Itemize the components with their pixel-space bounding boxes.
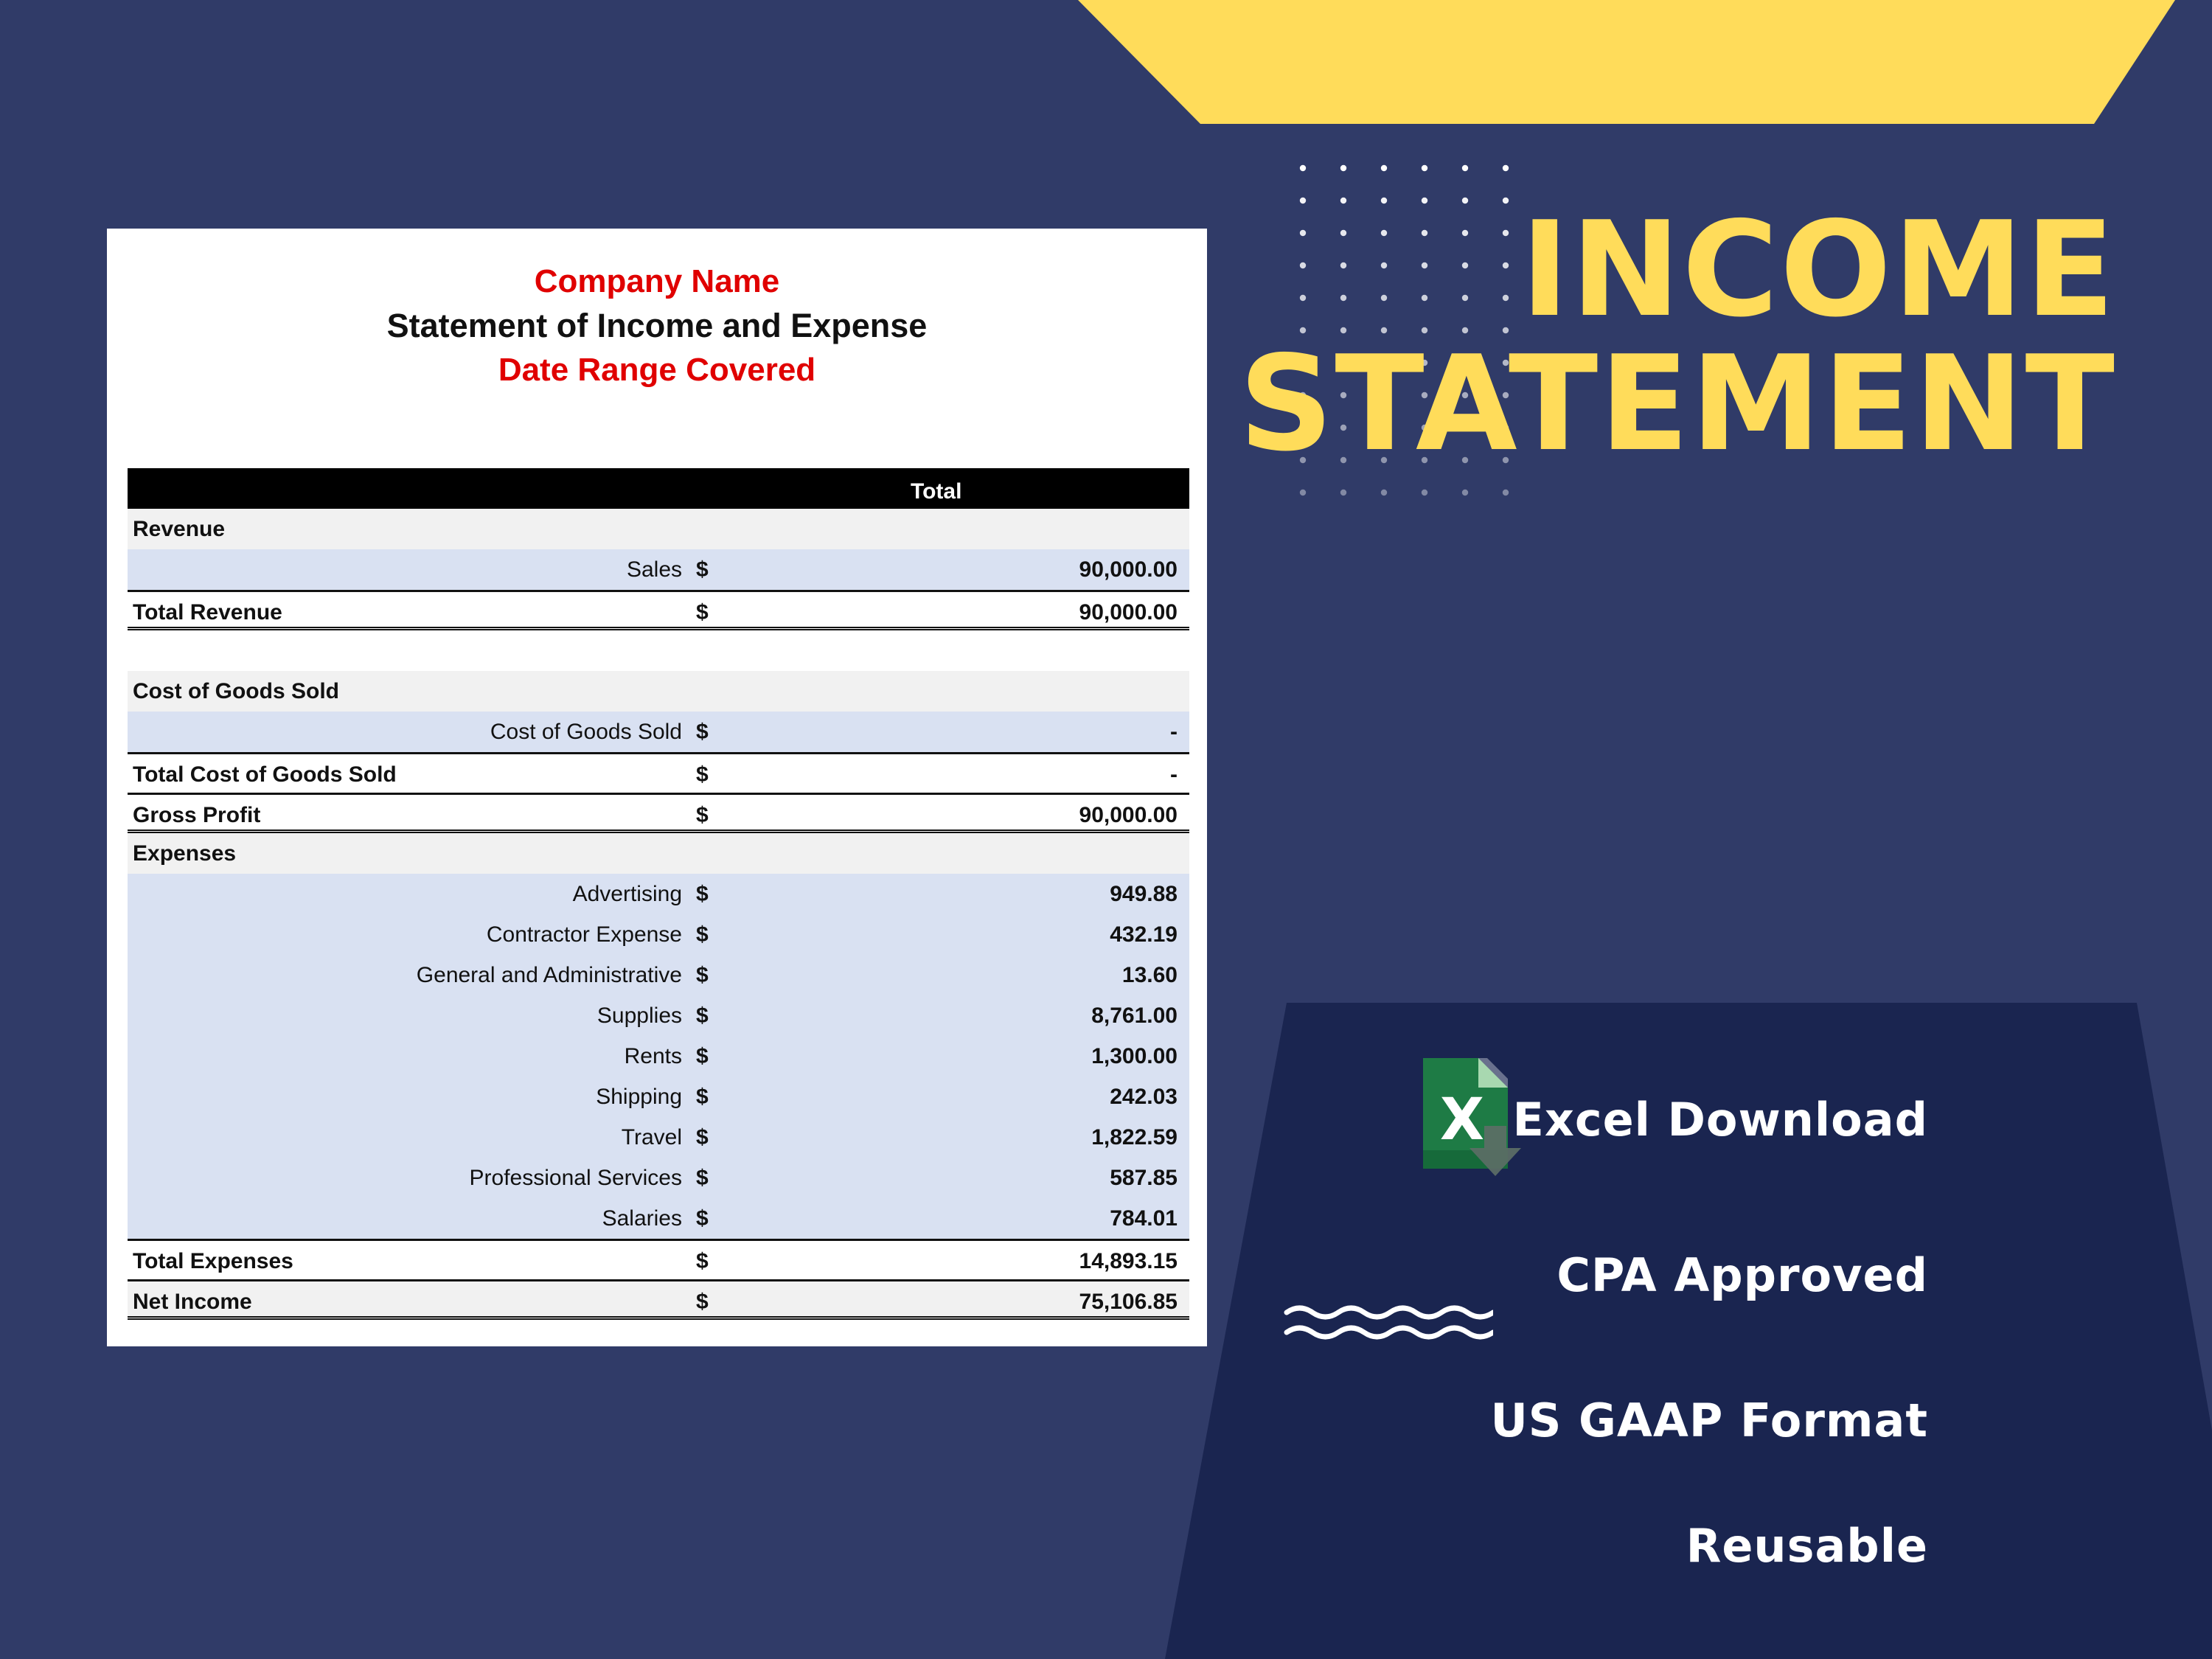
currency-symbol: $ (696, 882, 709, 906)
total-row-cogs (128, 752, 1189, 793)
table-row (128, 914, 1189, 955)
section-label: Expenses (133, 841, 237, 866)
total-row-expenses (128, 1239, 1189, 1279)
currency-symbol: $ (696, 600, 709, 625)
currency-symbol: $ (696, 1290, 709, 1314)
currency-symbol: $ (696, 1044, 709, 1068)
feature-reusable: Reusable (1686, 1519, 1928, 1573)
table-row (128, 712, 1189, 752)
svg-text:X: X (1439, 1087, 1485, 1153)
line-item-value: 784.01 (1110, 1206, 1178, 1231)
statement-table (128, 468, 1189, 1320)
column-header-total: Total (911, 479, 962, 504)
line-item-label: Contractor Expense (486, 922, 682, 947)
table-header-row (128, 468, 1189, 509)
table-row (128, 1036, 1189, 1077)
currency-symbol: $ (696, 557, 709, 582)
section-label: Revenue (133, 517, 226, 541)
feature-excel-download: Excel Download (1512, 1093, 1928, 1147)
net-income-label: Net Income (133, 1290, 252, 1314)
gross-profit-label: Gross Profit (133, 803, 261, 827)
line-item-value: 90,000.00 (1079, 557, 1178, 582)
table-row (128, 549, 1189, 590)
line-item-value: 1,300.00 (1091, 1044, 1178, 1068)
headline-line-1: INCOME (1520, 193, 2116, 346)
table-row (128, 1158, 1189, 1198)
line-item-value: 242.03 (1110, 1085, 1178, 1109)
section-label: Cost of Goods Sold (133, 679, 339, 703)
line-item-value: 1,822.59 (1091, 1125, 1178, 1150)
currency-symbol: $ (696, 803, 709, 827)
total-label: Total Expenses (133, 1249, 293, 1273)
statement-header (107, 260, 1207, 392)
total-label: Total Revenue (133, 600, 282, 625)
line-item-label: Professional Services (469, 1166, 682, 1190)
date-range: Date Range Covered (498, 352, 816, 388)
currency-symbol: $ (696, 1206, 709, 1231)
line-item-label: Rents (624, 1044, 682, 1068)
total-value: - (1170, 762, 1178, 787)
line-item-label: Travel (621, 1125, 682, 1150)
net-income-row (128, 1279, 1189, 1320)
table-row (128, 1198, 1189, 1239)
section-row-expenses (128, 833, 1189, 874)
section-row-revenue (128, 509, 1189, 549)
line-item-label: Cost of Goods Sold (490, 720, 682, 744)
gross-profit-value: 90,000.00 (1079, 803, 1178, 827)
wavy-lines-decoration (1283, 1301, 1493, 1346)
line-item-value: 432.19 (1110, 922, 1178, 947)
line-item-label: Sales (626, 557, 682, 582)
headline-line-2: STATEMENT (1239, 327, 2116, 480)
total-value: 90,000.00 (1079, 600, 1178, 625)
line-item-label: Advertising (572, 882, 682, 906)
line-item-value: 13.60 (1121, 963, 1178, 987)
table-row (128, 1117, 1189, 1158)
table-row (128, 874, 1189, 914)
line-item-value: - (1170, 720, 1178, 744)
line-item-label: Salaries (602, 1206, 682, 1231)
currency-symbol: $ (696, 1125, 709, 1150)
line-item-label: Supplies (597, 1004, 682, 1028)
company-name: Company Name (534, 263, 780, 299)
line-item-value: 8,761.00 (1091, 1004, 1178, 1028)
currency-symbol: $ (696, 1249, 709, 1273)
gross-profit-row (128, 793, 1189, 833)
table-row (128, 995, 1189, 1036)
currency-symbol: $ (696, 922, 709, 947)
currency-symbol: $ (696, 1004, 709, 1028)
currency-symbol: $ (696, 1085, 709, 1109)
section-row-cogs (128, 671, 1189, 712)
table-row (128, 1077, 1189, 1117)
line-item-label: General and Administrative (416, 963, 682, 987)
currency-symbol: $ (696, 720, 709, 744)
line-item-value: 949.88 (1110, 882, 1178, 906)
total-row-revenue (128, 590, 1189, 630)
line-item-label: Shipping (596, 1085, 682, 1109)
currency-symbol: $ (696, 1166, 709, 1190)
currency-symbol: $ (696, 762, 709, 787)
income-statement-sheet (107, 229, 1207, 1346)
total-value: 14,893.15 (1079, 1249, 1178, 1273)
statement-title: Statement of Income and Expense (386, 307, 928, 344)
table-row (128, 955, 1189, 995)
net-income-value: 75,106.85 (1079, 1290, 1178, 1314)
feature-cpa-approved: CPA Approved (1557, 1248, 1928, 1302)
line-item-value: 587.85 (1110, 1166, 1178, 1190)
spacer-row (128, 630, 1189, 671)
total-label: Total Cost of Goods Sold (133, 762, 397, 787)
feature-us-gaap-format: US GAAP Format (1490, 1394, 1928, 1447)
currency-symbol: $ (696, 963, 709, 987)
